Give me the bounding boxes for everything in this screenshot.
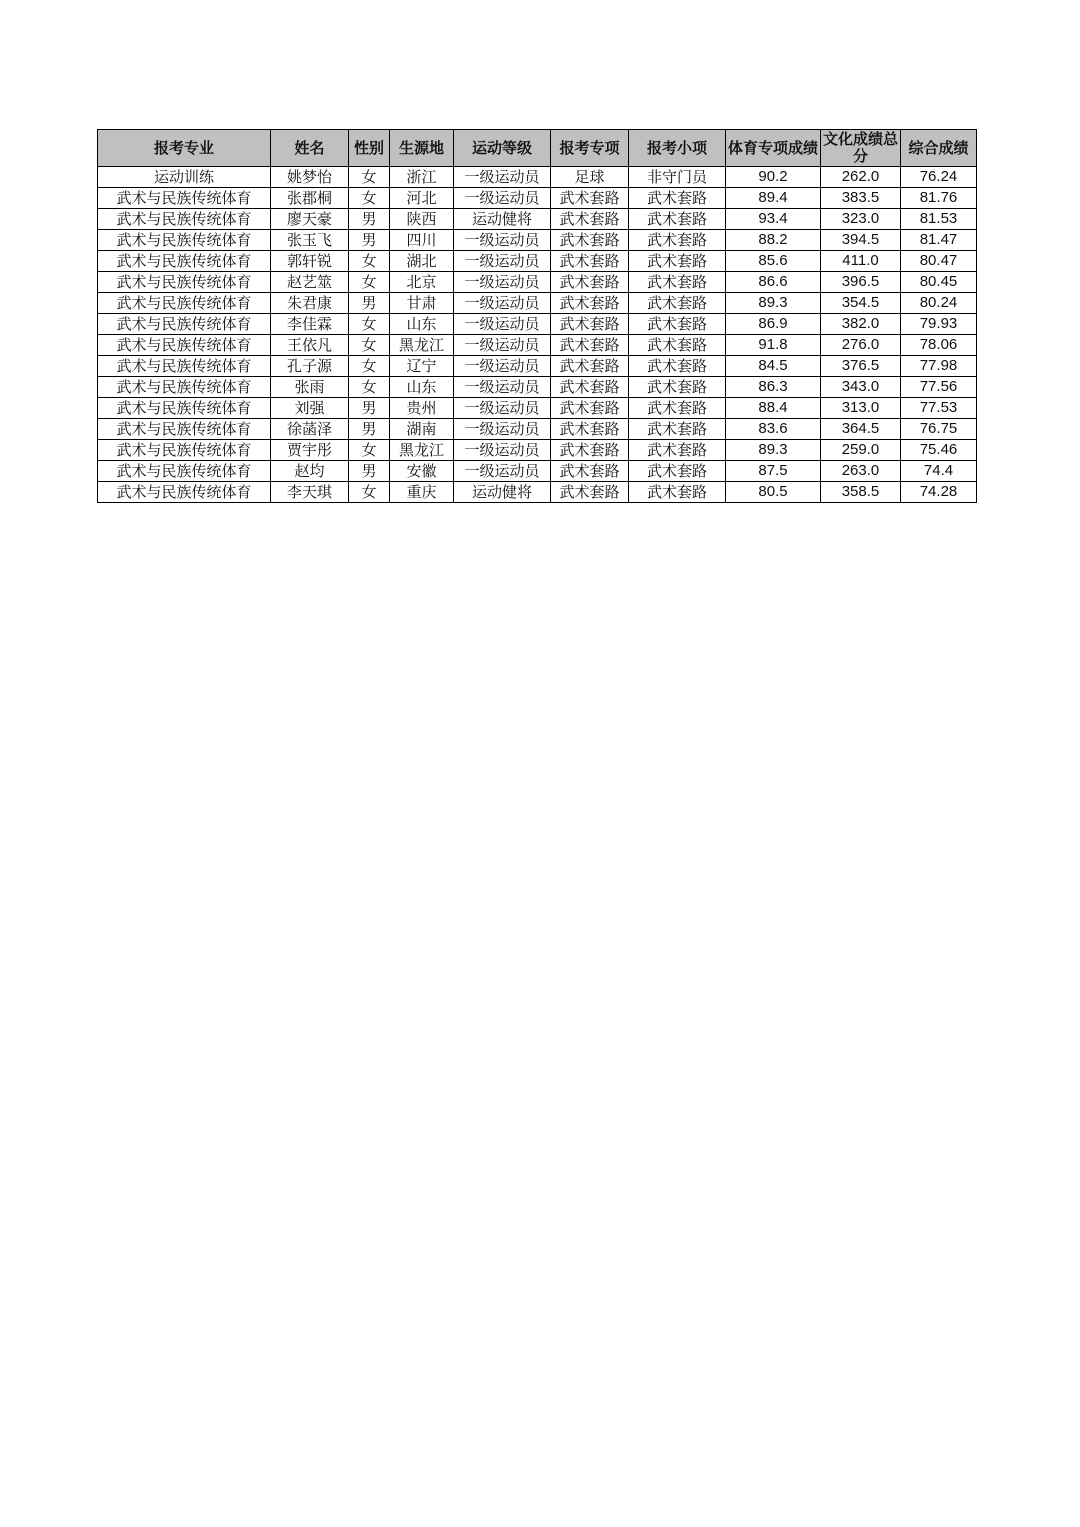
cell-sports-score: 93.4 xyxy=(726,209,821,230)
cell-major: 武术与民族传统体育 xyxy=(98,293,271,314)
cell-name: 赵艺筮 xyxy=(271,272,349,293)
cell-sport-level: 一级运动员 xyxy=(454,188,551,209)
cell-sport-level: 一级运动员 xyxy=(454,377,551,398)
cell-major: 武术与民族传统体育 xyxy=(98,335,271,356)
cell-specialty: 武术套路 xyxy=(551,230,629,251)
cell-culture-score: 259.0 xyxy=(821,440,901,461)
cell-sports-score: 91.8 xyxy=(726,335,821,356)
header-specialty: 报考专项 xyxy=(551,130,629,167)
cell-sport-level: 运动健将 xyxy=(454,482,551,503)
cell-total-score: 80.45 xyxy=(901,272,977,293)
cell-culture-score: 376.5 xyxy=(821,356,901,377)
cell-sports-score: 83.6 xyxy=(726,419,821,440)
cell-origin: 北京 xyxy=(390,272,454,293)
header-culture-score: 文化成绩总分 xyxy=(821,130,901,167)
table-row xyxy=(98,251,977,272)
header-origin: 生源地 xyxy=(390,130,454,167)
cell-gender: 男 xyxy=(349,461,390,482)
cell-major: 武术与民族传统体育 xyxy=(98,482,271,503)
cell-gender: 女 xyxy=(349,272,390,293)
cell-sport-level: 一级运动员 xyxy=(454,272,551,293)
cell-origin: 湖北 xyxy=(390,251,454,272)
header-sub-event: 报考小项 xyxy=(629,130,726,167)
cell-specialty: 武术套路 xyxy=(551,398,629,419)
cell-culture-score: 364.5 xyxy=(821,419,901,440)
cell-name: 贾宇彤 xyxy=(271,440,349,461)
cell-sports-score: 90.2 xyxy=(726,167,821,188)
cell-name: 王依凡 xyxy=(271,335,349,356)
cell-sport-level: 一级运动员 xyxy=(454,230,551,251)
cell-origin: 河北 xyxy=(390,188,454,209)
cell-sport-level: 一级运动员 xyxy=(454,314,551,335)
cell-sport-level: 运动健将 xyxy=(454,209,551,230)
cell-specialty: 武术套路 xyxy=(551,188,629,209)
cell-origin: 黑龙江 xyxy=(390,335,454,356)
cell-specialty: 武术套路 xyxy=(551,419,629,440)
table-row xyxy=(98,440,977,461)
cell-total-score: 79.93 xyxy=(901,314,977,335)
cell-sports-score: 80.5 xyxy=(726,482,821,503)
cell-total-score: 78.06 xyxy=(901,335,977,356)
cell-culture-score: 358.5 xyxy=(821,482,901,503)
cell-sub-event: 武术套路 xyxy=(629,356,726,377)
cell-gender: 男 xyxy=(349,293,390,314)
cell-major: 武术与民族传统体育 xyxy=(98,251,271,272)
cell-gender: 女 xyxy=(349,335,390,356)
cell-total-score: 81.76 xyxy=(901,188,977,209)
table-header xyxy=(98,130,977,167)
cell-culture-score: 276.0 xyxy=(821,335,901,356)
cell-major: 武术与民族传统体育 xyxy=(98,209,271,230)
cell-origin: 山东 xyxy=(390,314,454,335)
cell-origin: 安徽 xyxy=(390,461,454,482)
cell-sport-level: 一级运动员 xyxy=(454,167,551,188)
cell-sports-score: 84.5 xyxy=(726,356,821,377)
cell-sub-event: 武术套路 xyxy=(629,461,726,482)
cell-sport-level: 一级运动员 xyxy=(454,293,551,314)
cell-specialty: 武术套路 xyxy=(551,314,629,335)
cell-culture-score: 263.0 xyxy=(821,461,901,482)
cell-origin: 浙江 xyxy=(390,167,454,188)
cell-total-score: 74.4 xyxy=(901,461,977,482)
table-row xyxy=(98,398,977,419)
cell-culture-score: 323.0 xyxy=(821,209,901,230)
cell-total-score: 74.28 xyxy=(901,482,977,503)
cell-gender: 女 xyxy=(349,356,390,377)
cell-gender: 男 xyxy=(349,419,390,440)
cell-sports-score: 86.9 xyxy=(726,314,821,335)
cell-origin: 重庆 xyxy=(390,482,454,503)
cell-sport-level: 一级运动员 xyxy=(454,251,551,272)
cell-major: 武术与民族传统体育 xyxy=(98,398,271,419)
cell-culture-score: 396.5 xyxy=(821,272,901,293)
cell-name: 刘强 xyxy=(271,398,349,419)
cell-gender: 男 xyxy=(349,209,390,230)
cell-sports-score: 89.3 xyxy=(726,293,821,314)
cell-total-score: 75.46 xyxy=(901,440,977,461)
cell-sub-event: 武术套路 xyxy=(629,377,726,398)
cell-sub-event: 武术套路 xyxy=(629,440,726,461)
cell-specialty: 武术套路 xyxy=(551,377,629,398)
cell-sub-event: 武术套路 xyxy=(629,251,726,272)
cell-specialty: 武术套路 xyxy=(551,356,629,377)
cell-specialty: 足球 xyxy=(551,167,629,188)
cell-culture-score: 411.0 xyxy=(821,251,901,272)
cell-name: 赵均 xyxy=(271,461,349,482)
cell-major: 武术与民族传统体育 xyxy=(98,377,271,398)
cell-major: 武术与民族传统体育 xyxy=(98,356,271,377)
cell-specialty: 武术套路 xyxy=(551,251,629,272)
cell-sports-score: 88.4 xyxy=(726,398,821,419)
cell-culture-score: 394.5 xyxy=(821,230,901,251)
header-gender: 性别 xyxy=(349,130,390,167)
cell-gender: 女 xyxy=(349,167,390,188)
cell-specialty: 武术套路 xyxy=(551,272,629,293)
cell-culture-score: 343.0 xyxy=(821,377,901,398)
cell-total-score: 76.75 xyxy=(901,419,977,440)
cell-sport-level: 一级运动员 xyxy=(454,335,551,356)
cell-sub-event: 非守门员 xyxy=(629,167,726,188)
cell-specialty: 武术套路 xyxy=(551,335,629,356)
cell-culture-score: 383.5 xyxy=(821,188,901,209)
cell-total-score: 80.47 xyxy=(901,251,977,272)
cell-origin: 贵州 xyxy=(390,398,454,419)
cell-total-score: 81.47 xyxy=(901,230,977,251)
cell-major: 武术与民族传统体育 xyxy=(98,440,271,461)
cell-name: 李天琪 xyxy=(271,482,349,503)
cell-name: 孔子源 xyxy=(271,356,349,377)
table-row xyxy=(98,419,977,440)
score-table xyxy=(97,129,977,503)
table-body xyxy=(98,167,977,503)
table-row xyxy=(98,335,977,356)
table-row xyxy=(98,293,977,314)
cell-sport-level: 一级运动员 xyxy=(454,440,551,461)
cell-major: 武术与民族传统体育 xyxy=(98,272,271,293)
cell-gender: 女 xyxy=(349,482,390,503)
cell-sub-event: 武术套路 xyxy=(629,314,726,335)
cell-specialty: 武术套路 xyxy=(551,440,629,461)
cell-name: 张雨 xyxy=(271,377,349,398)
cell-sports-score: 88.2 xyxy=(726,230,821,251)
header-sport-level: 运动等级 xyxy=(454,130,551,167)
cell-sports-score: 87.5 xyxy=(726,461,821,482)
cell-major: 武术与民族传统体育 xyxy=(98,314,271,335)
cell-sport-level: 一级运动员 xyxy=(454,398,551,419)
table-row xyxy=(98,314,977,335)
cell-name: 李佳霖 xyxy=(271,314,349,335)
cell-specialty: 武术套路 xyxy=(551,209,629,230)
cell-sports-score: 86.6 xyxy=(726,272,821,293)
cell-origin: 黑龙江 xyxy=(390,440,454,461)
cell-sports-score: 89.4 xyxy=(726,188,821,209)
cell-specialty: 武术套路 xyxy=(551,293,629,314)
cell-major: 武术与民族传统体育 xyxy=(98,188,271,209)
cell-sub-event: 武术套路 xyxy=(629,188,726,209)
cell-gender: 女 xyxy=(349,440,390,461)
cell-total-score: 77.53 xyxy=(901,398,977,419)
cell-culture-score: 354.5 xyxy=(821,293,901,314)
cell-major: 武术与民族传统体育 xyxy=(98,230,271,251)
cell-sub-event: 武术套路 xyxy=(629,398,726,419)
cell-sub-event: 武术套路 xyxy=(629,335,726,356)
cell-total-score: 81.53 xyxy=(901,209,977,230)
cell-major: 武术与民族传统体育 xyxy=(98,419,271,440)
table-row xyxy=(98,230,977,251)
table-row xyxy=(98,461,977,482)
table-row xyxy=(98,272,977,293)
cell-culture-score: 382.0 xyxy=(821,314,901,335)
cell-gender: 男 xyxy=(349,398,390,419)
cell-sport-level: 一级运动员 xyxy=(454,461,551,482)
cell-name: 姚梦怡 xyxy=(271,167,349,188)
cell-sub-event: 武术套路 xyxy=(629,230,726,251)
cell-origin: 四川 xyxy=(390,230,454,251)
cell-sub-event: 武术套路 xyxy=(629,419,726,440)
table-row xyxy=(98,167,977,188)
cell-gender: 女 xyxy=(349,377,390,398)
cell-name: 朱君康 xyxy=(271,293,349,314)
cell-sports-score: 86.3 xyxy=(726,377,821,398)
cell-origin: 湖南 xyxy=(390,419,454,440)
cell-sports-score: 89.3 xyxy=(726,440,821,461)
header-total-score: 综合成绩 xyxy=(901,130,977,167)
cell-total-score: 77.56 xyxy=(901,377,977,398)
table-row xyxy=(98,209,977,230)
cell-major: 武术与民族传统体育 xyxy=(98,461,271,482)
cell-sub-event: 武术套路 xyxy=(629,209,726,230)
cell-name: 张郡桐 xyxy=(271,188,349,209)
cell-culture-score: 262.0 xyxy=(821,167,901,188)
cell-name: 廖天豪 xyxy=(271,209,349,230)
cell-sport-level: 一级运动员 xyxy=(454,356,551,377)
cell-name: 郭轩锐 xyxy=(271,251,349,272)
cell-sub-event: 武术套路 xyxy=(629,482,726,503)
cell-origin: 山东 xyxy=(390,377,454,398)
cell-specialty: 武术套路 xyxy=(551,461,629,482)
cell-name: 徐菡泽 xyxy=(271,419,349,440)
cell-name: 张玉飞 xyxy=(271,230,349,251)
cell-culture-score: 313.0 xyxy=(821,398,901,419)
table-row xyxy=(98,377,977,398)
table-row xyxy=(98,356,977,377)
cell-total-score: 80.24 xyxy=(901,293,977,314)
cell-specialty: 武术套路 xyxy=(551,482,629,503)
cell-origin: 甘肃 xyxy=(390,293,454,314)
header-major: 报考专业 xyxy=(98,130,271,167)
table-row xyxy=(98,188,977,209)
cell-origin: 辽宁 xyxy=(390,356,454,377)
cell-sport-level: 一级运动员 xyxy=(454,419,551,440)
cell-gender: 男 xyxy=(349,230,390,251)
header-row xyxy=(98,130,977,167)
cell-major: 运动训练 xyxy=(98,167,271,188)
table-row xyxy=(98,482,977,503)
cell-gender: 女 xyxy=(349,314,390,335)
cell-gender: 女 xyxy=(349,188,390,209)
cell-gender: 女 xyxy=(349,251,390,272)
cell-sports-score: 85.6 xyxy=(726,251,821,272)
header-name: 姓名 xyxy=(271,130,349,167)
cell-total-score: 77.98 xyxy=(901,356,977,377)
cell-sub-event: 武术套路 xyxy=(629,272,726,293)
cell-origin: 陕西 xyxy=(390,209,454,230)
header-sports-score: 体育专项成绩 xyxy=(726,130,821,167)
cell-total-score: 76.24 xyxy=(901,167,977,188)
cell-sub-event: 武术套路 xyxy=(629,293,726,314)
